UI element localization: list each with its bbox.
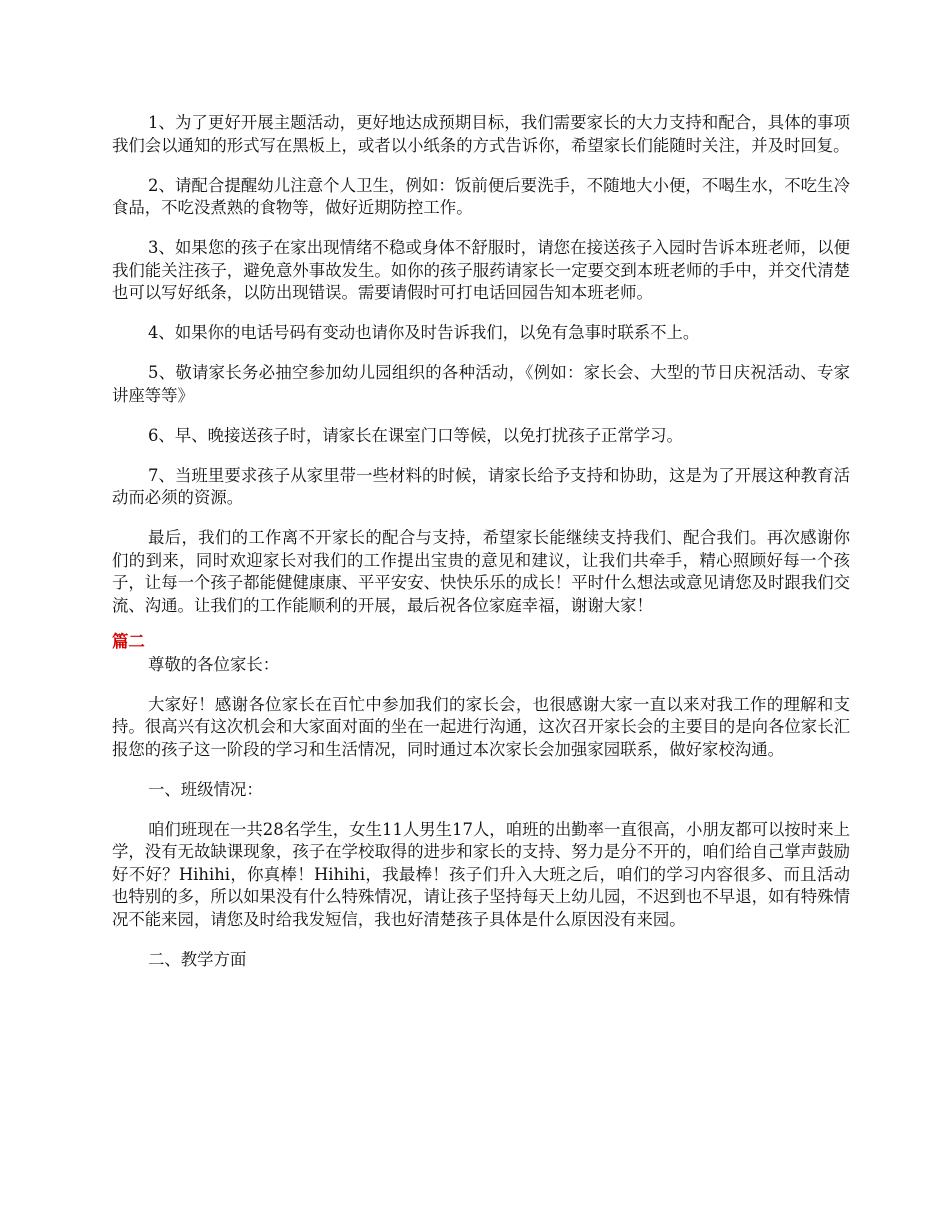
heading-teaching: 二、教学方面: [148, 949, 247, 969]
paragraph-item-6: 6、早、晚接送孩子时，请家长在课室门口等候，以免打扰孩子正常学习。: [148, 425, 683, 445]
paragraph-item-1: 1、为了更好开展主题活动，更好地达成预期目标，我们需要家长的大力支持和配合，具体的事项我们会以通知的形式写在黑板上，或者以小纸条的方式告诉你，希望家长们能随时关注，并及时回复。: [112, 113, 850, 155]
paragraph-item-7: 7、当班里要求孩子从家里带一些材料的时候，请家长给予支持和协助，这是为了开展这种教育活动而必须的资源。: [112, 465, 850, 507]
section-title: 篇二: [112, 632, 145, 651]
paragraph-item-4: 4、如果你的电话号码有变动也请你及时告诉我们，以免有急事时联系不上。: [148, 323, 700, 342]
paragraph-item-5: 5、敬请家长务必抽空参加幼儿园组织的各种活动，《例如：家长会、大型的节日庆祝活动、专家讲座等等》: [112, 363, 850, 405]
paragraph-item-3: 3、如果您的孩子在家出现情绪不稳或身体不舒服时，请您在接送孩子入园时告诉本班老师，以便我们能关注孩子，避免意外事故发生。如你的孩子服药请家长一定要交到本班老师的手中，并交代清楚也可以写好纸条，以防出现错误。需要请假时可打电话回园告知本班老师。: [112, 238, 850, 302]
closing-paragraph: 最后，我们的工作离不开家长的配合与支持，希望家长能继续支持我们、配合我们。再次感谢你们的到来，同时欢迎家长对我们的工作提出宝贵的意见和建议，让我们共牵手，精心照顾好每一个孩子，让每一个孩子都能健健康康、平平安安、快快乐乐的成长！平时什么想法或意见请您及时跟我们交流、沟通。让我们的工作能顺利的开展，最后祝各位家庭幸福，谢谢大家！: [112, 528, 850, 615]
heading-class-situation: 一、班级情况：: [148, 779, 263, 799]
intro-paragraph: 大家好！感谢各位家长在百忙中参加我们的家长会，也很感谢大家一直以来对我工作的理解和支持。很高兴有这次机会和大家面对面的坐在一起进行沟通，这次召开家长会的主要目的是向各位家长汇报您的孩子这一阶段的学习和生活情况，同时通过本次家长会加强家园联系，做好家校沟通。: [112, 694, 850, 759]
document-page: [112, 112, 850, 989]
paragraph-item-2: 2、请配合提醒幼儿注意个人卫生，例如：饭前便后要洗手，不随地大小便，不喝生水，不吃生冷食品，不吃没煮熟的食物等，做好近期防控工作。: [112, 175, 850, 217]
class-situation-paragraph: 咱们班现在一共28名学生，女生11人男生17人，咱班的出勤率一直很高，小朋友都可以按时来上学，没有无故缺课现象，孩子在学校取得的进步和家长的支持、努力是分不开的，咱们给自己掌声鼓励好不好？Hihihi，你真棒！Hihihi，我最棒！孩子们升入大班之后，咱们的学习内容很多、而且活动也特别的多，所以如果没有什么特殊情况，请让孩子坚持每天上幼儿园，不迟到也不早退，如有特殊情况不能来园，请您及时给我发短信，我也好清楚孩子具体是什么原因没有来园。: [112, 819, 850, 929]
greeting: 尊敬的各位家长：: [148, 654, 280, 674]
